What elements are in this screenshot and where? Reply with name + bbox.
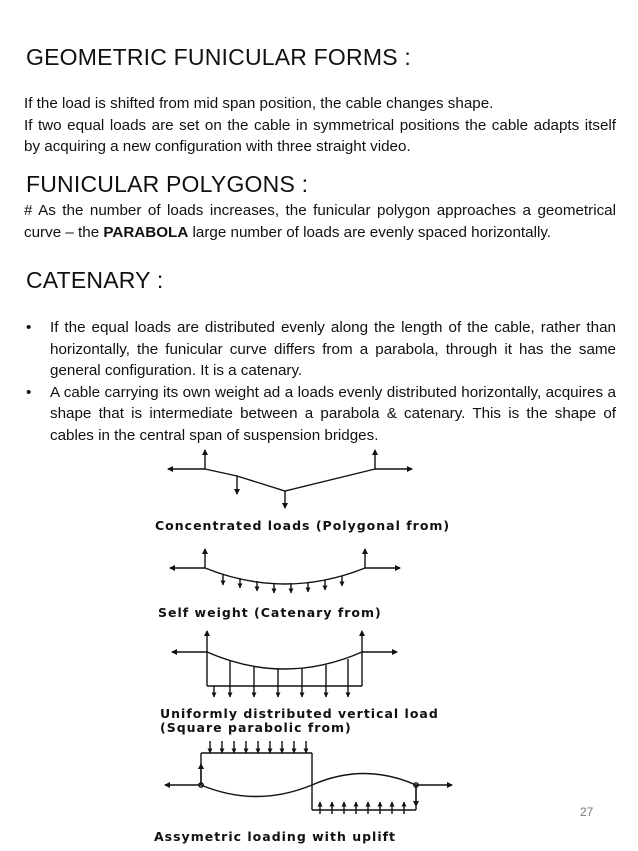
heading-funicular-polygons: FUNICULAR POLYGONS : (26, 171, 309, 197)
caption-uniform-load-line1: Uniformly distributed vertical load (160, 706, 439, 721)
bullet-text: If the equal loads are distributed evenly along the length of the cable, rather than horizontally, the funicular curve differs from a parabola, through it has the same general configuration. It is a catenary. (50, 319, 616, 379)
diagram-uniform-load (172, 631, 397, 697)
caption-concentrated-loads: Concentrated loads (Polygonal from) (155, 518, 451, 533)
diagram-concentrated-loads (168, 450, 412, 508)
heading-catenary: CATENARY : (26, 267, 164, 293)
paragraph-text-end: large number of loads are evenly spaced horizontally. (188, 223, 552, 241)
diagram-asymmetric-loading (165, 741, 452, 814)
parabola-bold-term: PARABOLA (103, 223, 189, 241)
bullet-marker: • (26, 319, 32, 336)
paragraph-line-1: If the load is shifted from mid span position, the cable changes shape. (24, 95, 494, 112)
paragraph-text-start: # As the number of loads increases, the funicular polygon approaches a geometrical curve – the (24, 202, 616, 241)
diagram-self-weight (170, 549, 400, 593)
caption-asymmetric-loading: Assymetric loading with uplift (154, 829, 397, 844)
bullet-marker: • (26, 383, 32, 401)
page-number: 27 (580, 805, 594, 819)
heading-geometric-funicular-forms: GEOMETRIC FUNICULAR FORMS : (26, 44, 411, 70)
paragraph-line-2: If two equal loads are set on the cable in symmetrical positions the cable adapts itself by acquiring a new configuration with three straight video. (24, 116, 616, 155)
caption-self-weight: Self weight (Catenary from) (158, 605, 382, 620)
bullet-text: A cable carrying its own weight ad a loads evenly distributed horizontally, acquires a shape that is intermediate between a parabola & catenary. This is the shape of cables in the central span of suspension bridges. (50, 383, 616, 444)
caption-uniform-load-line2: (Square parabolic from) (160, 720, 352, 735)
